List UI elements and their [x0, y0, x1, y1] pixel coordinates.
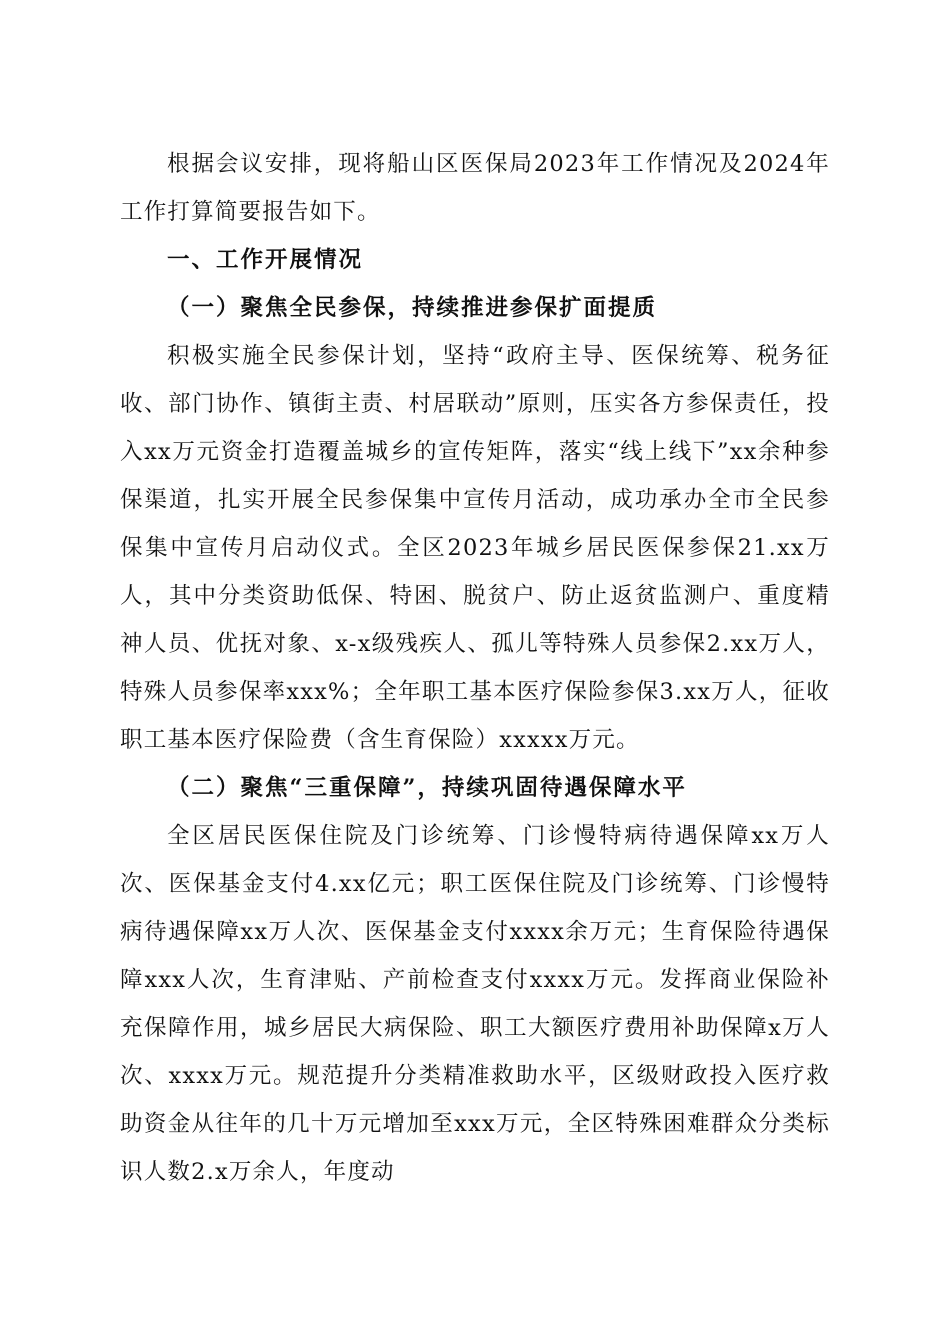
subsection-heading-insurance-coverage: （一）聚焦全民参保，持续推进参保扩面提质	[167, 295, 658, 321]
section-heading-work-progress: 一、工作开展情况	[167, 247, 364, 273]
subsection-heading-triple-guarantee: （二）聚焦“三重保障”，持续巩固待遇保障水平	[167, 775, 687, 801]
document-body	[120, 140, 830, 1196]
subsection-paragraph-insurance-coverage: 积极实施全民参保计划，坚持“政府主导、医保统筹、税务征收、部门协作、镇街主责、村居联动”原则，压实各方参保责任，投入xx万元资金打造覆盖城乡的宣传矩阵，落实“线上线下”xx余种参保渠道，扎实开展全民参保集中宣传月活动，成功承办全市全民参保集中宣传月启动仪式。全区2023年城乡居民医保参保21.xx万人，其中分类资助低保、特困、脱贫户、防止返贫监测户、重度精神人员、优抚对象、x-x级残疾人、孤儿等特殊人员参保2.xx万人，特殊人员参保率xxx%；全年职工基本医疗保险参保3.xx万人，征收职工基本医疗保险费（含生育保险）xxxxx万元。	[120, 343, 830, 753]
subsection-paragraph-triple-guarantee: 全区居民医保住院及门诊统筹、门诊慢特病待遇保障xx万人次、医保基金支付4.xx亿元；职工医保住院及门诊统筹、门诊慢特病待遇保障xx万人次、医保基金支付xxxx余万元；生育保险待遇保障xxx人次，生育津贴、产前检查支付xxxx万元。发挥商业保险补充保障作用，城乡居民大病保险、职工大额医疗费用补助保障x万人次、xxxx万元。规范提升分类精准救助水平，区级财政投入医疗救助资金从往年的几十万元增加至xxx万元，全区特殊困难群众分类标识人数2.x万余人，年度动	[120, 823, 830, 1185]
intro-paragraph: 根据会议安排，现将船山区医保局2023年工作情况及2024年工作打算简要报告如下。	[120, 151, 830, 225]
